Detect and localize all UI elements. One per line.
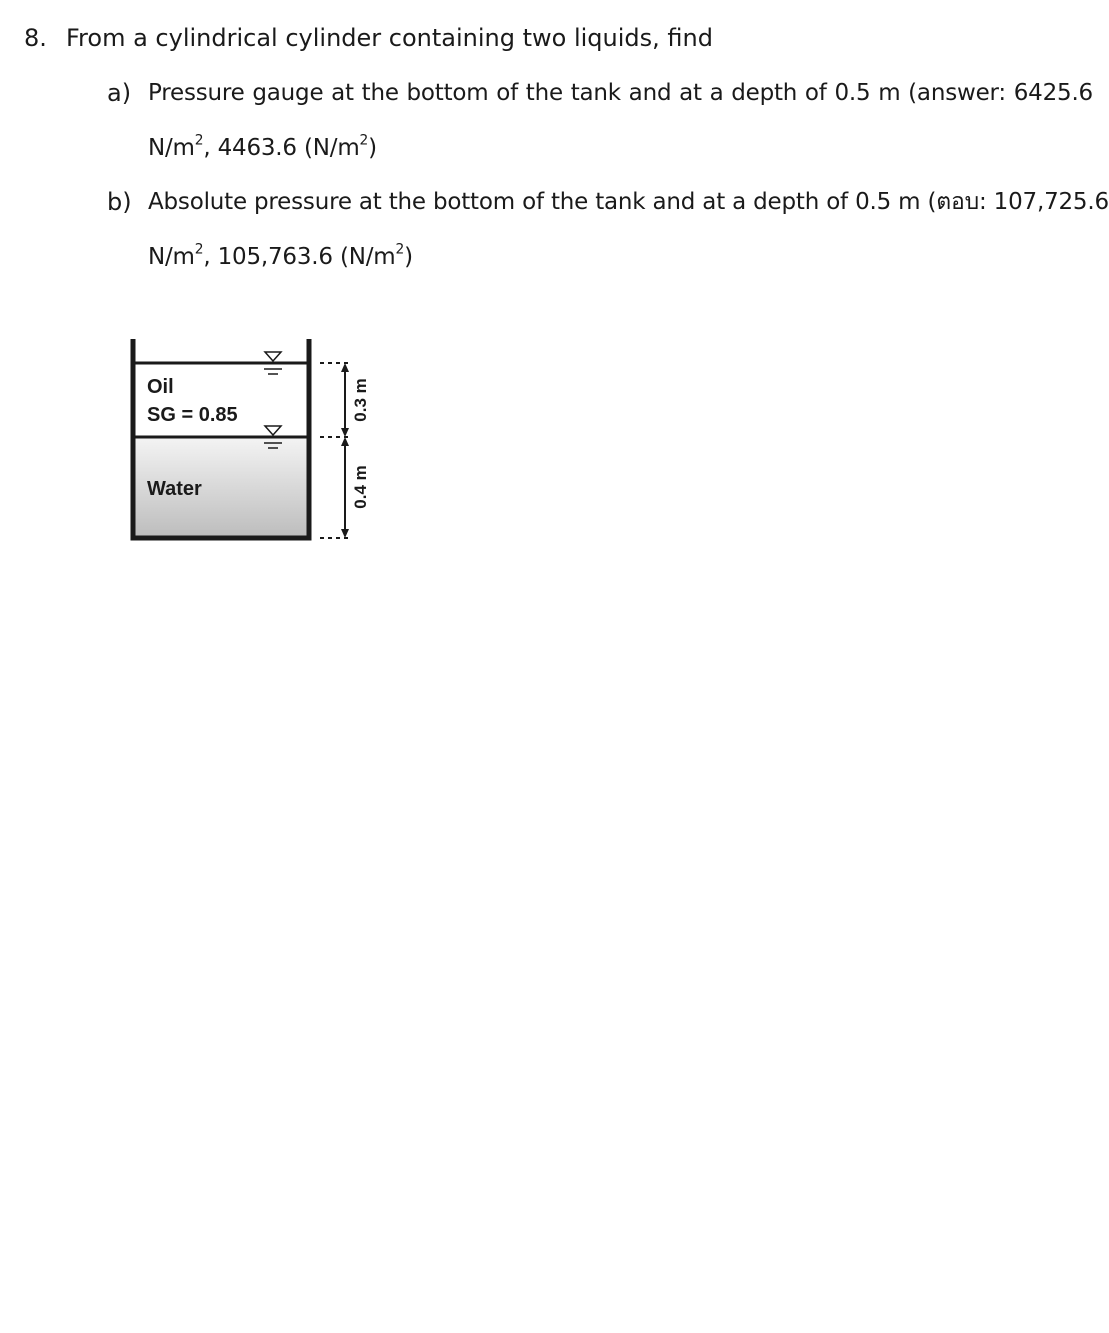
separator: , [203, 135, 218, 161]
water-label: Water [147, 478, 202, 500]
part-b-answer-value: 105,763.6 [217, 244, 333, 270]
part-b-label: b) [107, 188, 132, 216]
part-b-text: Absolute pressure at the bottom of the tank and at a depth of 0.5 m (ตอบ: 107,725.6 [148, 189, 1109, 215]
part-a-label: a) [107, 79, 132, 107]
unit-text: N/m [148, 244, 195, 270]
paren-open: ( [339, 244, 349, 270]
unit-text: N/m [312, 135, 360, 161]
question-number: 8. [24, 24, 47, 52]
part-a-text: Pressure gauge at the bottom of the tank and at a depth of 0.5 m (answer: 6425.6 [148, 80, 1093, 106]
unit-text: N/m [348, 244, 396, 270]
oil-sg-label: SG = 0.85 [147, 404, 238, 426]
unit-text: N/m [148, 135, 195, 161]
unit-exponent: 2 [194, 132, 204, 149]
dimension-water-arrow [341, 437, 349, 538]
unit-exponent: 2 [359, 132, 369, 149]
oil-label: Oil [147, 376, 174, 398]
separator: , [203, 244, 218, 270]
paren-close: ) [368, 135, 377, 161]
dimension-water-label: 0.4 m [351, 465, 370, 509]
dimension-oil-label: 0.3 m [351, 378, 370, 422]
unit-exponent: 2 [194, 241, 204, 258]
paren-open: ( [303, 135, 313, 161]
part-a-answer-value: 4463.6 [217, 135, 297, 161]
paren-close: ) [404, 244, 413, 270]
dimension-oil-arrow [341, 363, 349, 437]
unit-exponent: 2 [395, 241, 405, 258]
question-stem: From a cylindrical cylinder containing two liquids, find [66, 24, 713, 52]
